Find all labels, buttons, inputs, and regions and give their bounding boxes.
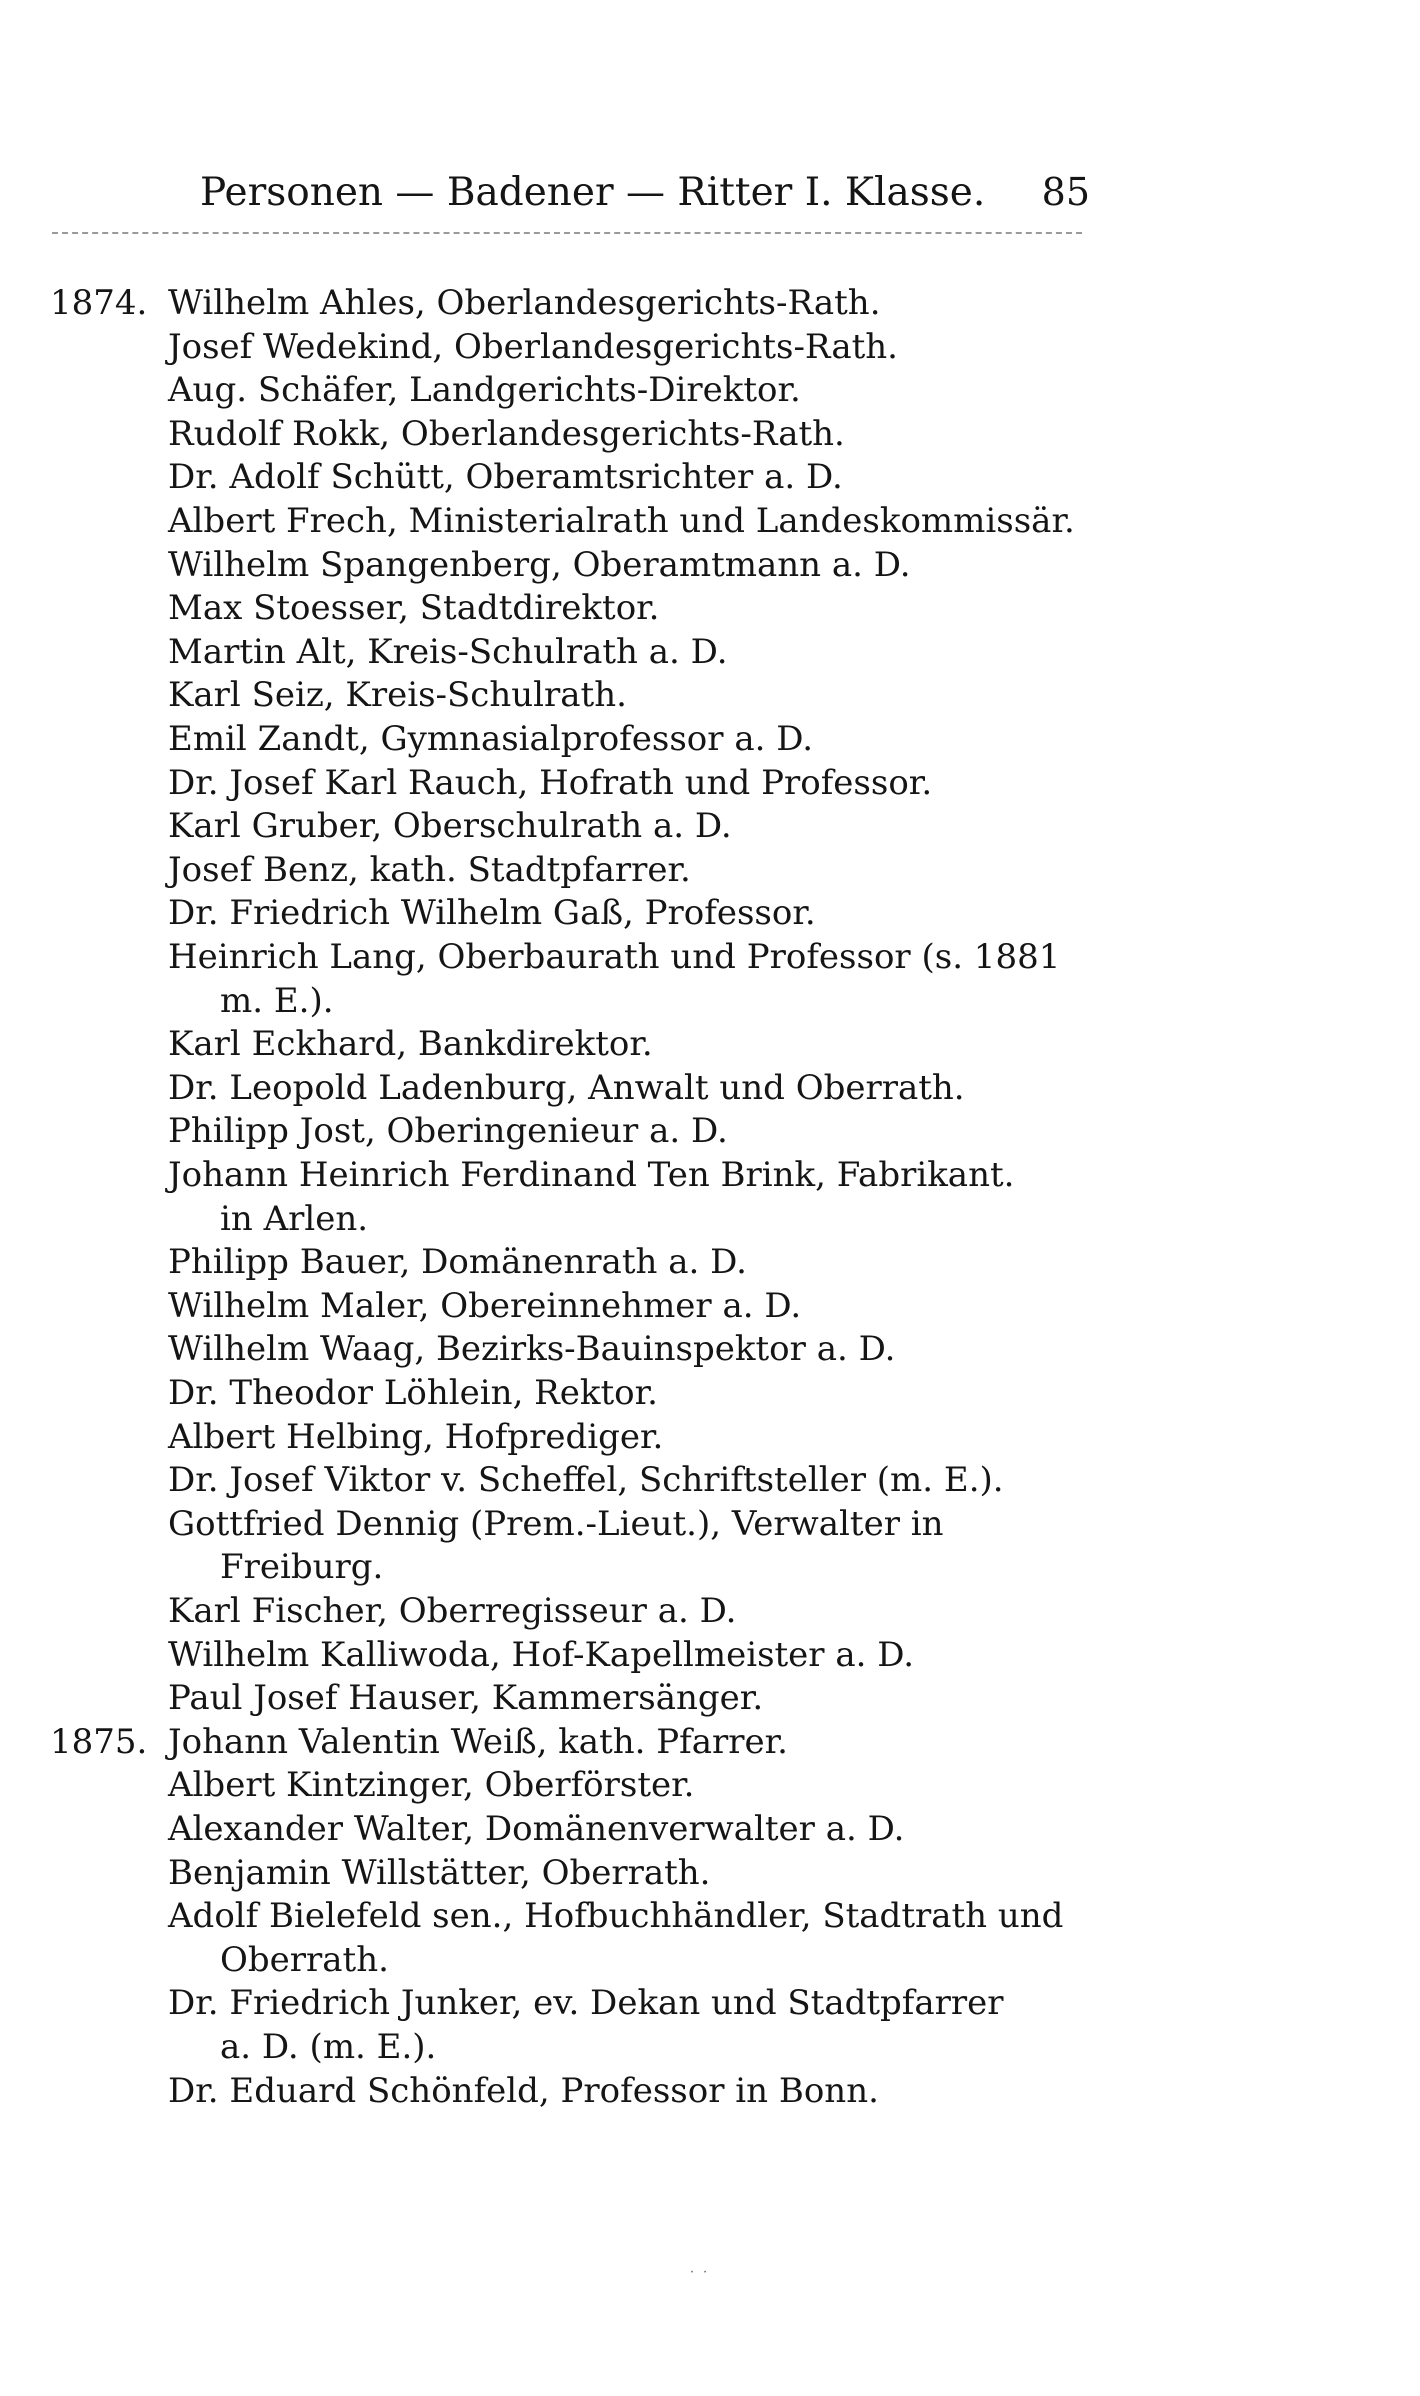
- entry-continuation: Oberrath.: [220, 1939, 389, 1980]
- entry-text: Aug. Schäfer, Landgerichts-Direktor.: [168, 370, 801, 411]
- entry-text: Adolf Bielefeld sen., Hofbuchhändler, Stadtrath und: [168, 1896, 1064, 1937]
- list-item: [0, 1242, 1420, 1286]
- list-item: [0, 457, 1420, 501]
- list-item: [0, 370, 1420, 414]
- list-item: [0, 763, 1420, 807]
- entry-continuation: a. D. (m. E.).: [220, 2026, 437, 2067]
- list-item: [0, 1460, 1420, 1504]
- list-item: [0, 545, 1420, 589]
- entry-text: Albert Frech, Ministerialrath und Landeskommissär.: [168, 501, 1075, 541]
- entry-text: Philipp Bauer, Domänenrath a. D.: [168, 1242, 747, 1283]
- entry-text: Dr. Friedrich Wilhelm Gaß, Professor.: [168, 893, 816, 934]
- list-item: [0, 1591, 1420, 1635]
- entry-text: Josef Benz, kath. Stadtpfarrer.: [168, 849, 691, 890]
- entry-year: 1875.: [50, 1721, 148, 1762]
- header-title: Personen — Badener — Ritter I. Klasse.: [200, 170, 986, 215]
- entry-text: Wilhelm Waag, Bezirks-Bauinspektor a. D.: [168, 1329, 896, 1370]
- running-header: [170, 170, 1090, 230]
- entry-text: Philipp Jost, Oberingenieur a. D.: [168, 1111, 728, 1152]
- list-item: [0, 1373, 1420, 1417]
- list-item: [0, 1853, 1420, 1897]
- list-item: [0, 1155, 1420, 1242]
- entry-text: Alexander Walter, Domänenverwalter a. D.: [168, 1809, 905, 1849]
- list-item: [0, 1678, 1420, 1722]
- list-item: [0, 1983, 1420, 2070]
- list-item: [0, 1068, 1420, 1112]
- list-item: [0, 1722, 1420, 1766]
- list-item: [0, 414, 1420, 458]
- entry-text: Benjamin Willstätter, Oberrath.: [168, 1852, 711, 1893]
- entry-text: Albert Kintzinger, Oberförster.: [168, 1765, 695, 1806]
- entry-text: Dr. Josef Viktor v. Scheffel, Schriftsteller (m. E.).: [168, 1460, 1004, 1501]
- list-item: [0, 1809, 1420, 1853]
- list-item: [0, 632, 1420, 676]
- entry-text: Johann Valentin Weiß, kath. Pfarrer.: [168, 1721, 788, 1762]
- entry-text: Karl Fischer, Oberregisseur a. D.: [168, 1591, 737, 1631]
- entry-year: 1874.: [50, 283, 148, 323]
- list-item: [0, 1286, 1420, 1330]
- entry-text: Johann Heinrich Ferdinand Ten Brink, Fabrikant.: [168, 1155, 1015, 1195]
- entry-continuation: Freiburg.: [220, 1547, 384, 1588]
- entry-text: Dr. Friedrich Junker, ev. Dekan und Stadtpfarrer: [168, 1983, 1004, 2024]
- list-item: [0, 675, 1420, 719]
- list-item: [0, 937, 1420, 1024]
- entry-text: Karl Seiz, Kreis-Schulrath.: [168, 675, 627, 716]
- entry-text: Dr. Josef Karl Rauch, Hofrath und Professor.: [168, 762, 933, 803]
- header-rule: [52, 232, 1082, 234]
- list-item: [0, 1417, 1420, 1461]
- entry-text: Rudolf Rokk, Oberlandesgerichts-Rath.: [168, 413, 845, 454]
- entry-text: Wilhelm Spangenberg, Oberamtmann a. D.: [168, 544, 911, 585]
- entry-continuation: in Arlen.: [220, 1198, 369, 1239]
- list-item: [0, 1329, 1420, 1373]
- entry-text: Paul Josef Hauser, Kammersänger.: [168, 1678, 764, 1719]
- entry-continuation: m. E.).: [220, 980, 334, 1021]
- entry-text: Wilhelm Ahles, Oberlandesgerichts-Rath.: [168, 283, 881, 323]
- list-item: [0, 893, 1420, 937]
- list-item: [0, 327, 1420, 371]
- list-item: [0, 2071, 1420, 2115]
- entry-text: Wilhelm Maler, Obereinnehmer a. D.: [168, 1285, 802, 1326]
- entry-text: Karl Eckhard, Bankdirektor.: [168, 1024, 653, 1065]
- list-item: [0, 1024, 1420, 1068]
- entry-text: Dr. Adolf Schütt, Oberamtsrichter a. D.: [168, 457, 843, 498]
- entry-text: Martin Alt, Kreis-Schulrath a. D.: [168, 631, 728, 672]
- list-item: [0, 1896, 1420, 1983]
- entry-text: Wilhelm Kalliwoda, Hof-Kapellmeister a. D.: [168, 1634, 915, 1675]
- entry-text: Dr. Theodor Löhlein, Rektor.: [168, 1373, 658, 1413]
- list-item: [0, 850, 1420, 894]
- entry-text: Gottfried Dennig (Prem.-Lieut.), Verwalter in: [168, 1503, 944, 1544]
- entry-text: Karl Gruber, Oberschulrath a. D.: [168, 806, 732, 847]
- list-item: [0, 1635, 1420, 1679]
- list-item: [0, 283, 1420, 327]
- entry-text: Dr. Eduard Schönfeld, Professor in Bonn.: [168, 2070, 879, 2111]
- entry-text: Josef Wedekind, Oberlandesgerichts-Rath.: [168, 326, 898, 367]
- printer-mark: ˙ ˙: [688, 2268, 710, 2287]
- list-item: [0, 1504, 1420, 1591]
- entry-text: Albert Helbing, Hofprediger.: [168, 1416, 664, 1457]
- list-item: [0, 1111, 1420, 1155]
- entry-text: Dr. Leopold Ladenburg, Anwalt und Oberrath.: [168, 1067, 965, 1108]
- list-item: [0, 588, 1420, 632]
- list-item: [0, 719, 1420, 763]
- entry-text: Heinrich Lang, Oberbaurath und Professor (s. 1881: [168, 937, 1061, 977]
- entry-text: Max Stoesser, Stadtdirektor.: [168, 588, 660, 629]
- list-item: [0, 1765, 1420, 1809]
- page-number: 85: [1041, 170, 1090, 214]
- entry-text: Emil Zandt, Gymnasialprofessor a. D.: [168, 719, 814, 759]
- list-item: [0, 501, 1420, 545]
- list-item: [0, 806, 1420, 850]
